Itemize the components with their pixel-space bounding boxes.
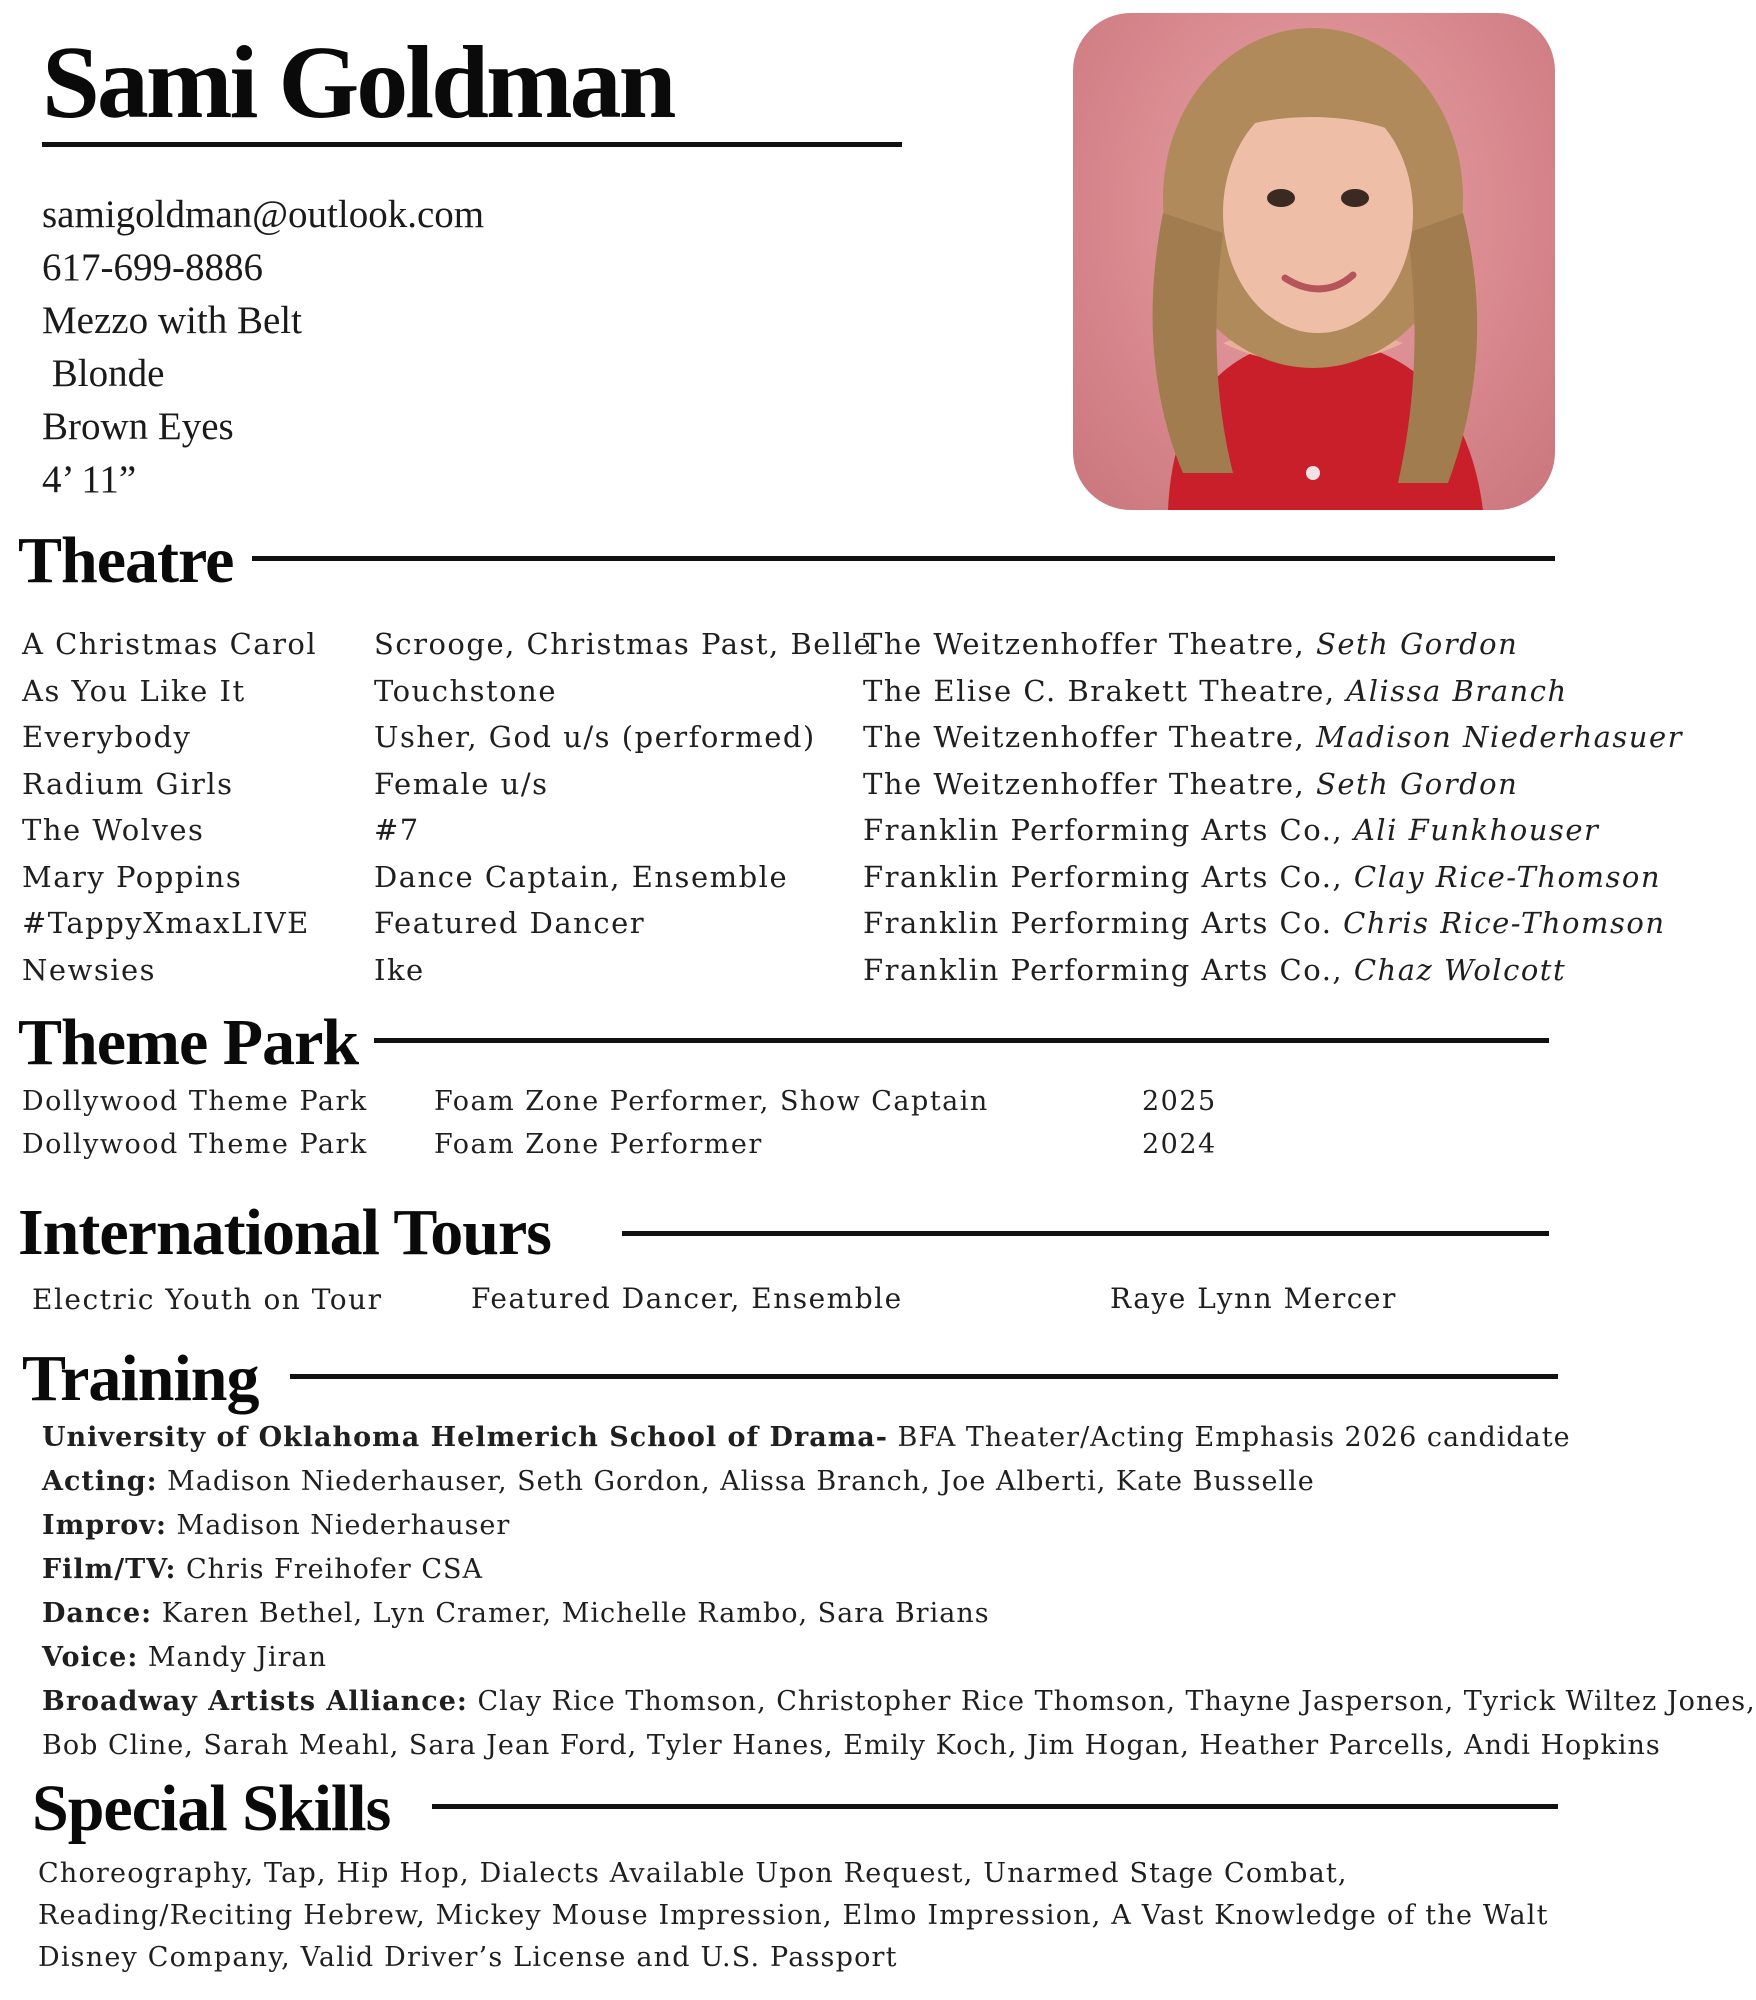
theatre-venue-row	[863, 761, 1683, 808]
theme-park-role: Foam Zone Performer	[434, 1128, 763, 1160]
tour-director: Raye Lynn Mercer	[1110, 1282, 1397, 1315]
theatre-director: Chris Rice-Thomson	[1343, 906, 1666, 940]
theme-park-year: 2024	[1142, 1128, 1217, 1160]
hair-color: Blonde	[42, 352, 165, 395]
training-label: Film/TV:	[42, 1554, 177, 1585]
theatre-role: Usher, God u/s (performed)	[374, 720, 816, 754]
headshot-photo	[1073, 13, 1555, 510]
training-label: Voice:	[42, 1642, 139, 1673]
contact-block	[42, 188, 484, 506]
theatre-show: As You Like It	[22, 673, 246, 708]
theatre-role: Featured Dancer	[374, 906, 646, 940]
theatre-venue: Franklin Performing Arts Co.,	[863, 859, 1344, 894]
theatre-venue: Franklin Performing Arts Co.,	[863, 813, 1344, 847]
training-detail: BFA Theater/Acting Emphasis 2026 candidate	[887, 1422, 1571, 1453]
training-label: Improv:	[42, 1510, 167, 1541]
training-detail: Karen Bethel, Lyn Cramer, Michelle Rambo, Sara Brians	[152, 1598, 990, 1629]
theatre-venue-row	[863, 668, 1683, 715]
training-item-voice	[42, 1636, 1756, 1680]
training-detail: Madison Niederhauser	[166, 1510, 511, 1541]
training-item-broadway-continued: Bob Cline, Sarah Meahl, Sara Jean Ford, Tyler Hanes, Emily Koch, Jim Hogan, Heather Parcells, Andi Hopkins	[42, 1730, 1661, 1761]
theatre-role: #7	[374, 813, 420, 847]
training-item-improv	[42, 1504, 1756, 1548]
theatre-venue-row	[863, 900, 1683, 947]
theatre-director: Seth Gordon	[1316, 627, 1519, 661]
theatre-venue-row	[863, 807, 1683, 854]
name-underline	[42, 142, 902, 147]
theatre-director: Seth Gordon	[1316, 766, 1519, 801]
theme-park-role: Foam Zone Performer, Show Captain	[434, 1086, 989, 1117]
section-heading-theme-park: Theme Park	[18, 1006, 359, 1079]
tour-role: Featured Dancer, Ensemble	[471, 1282, 903, 1315]
training-item-film-tv	[42, 1548, 1756, 1592]
training-label: University of Oklahoma Helmerich School of Drama-	[42, 1422, 888, 1453]
phone: 617-699-8886	[42, 246, 263, 289]
theatre-venue: Franklin Performing Arts Co.	[863, 906, 1333, 940]
section-heading-theatre: Theatre	[18, 524, 234, 597]
training-item-university	[42, 1416, 1756, 1460]
theatre-role: Touchstone	[374, 673, 557, 708]
training-detail: Clay Rice Thomson, Christopher Rice Thomson, Thayne Jasperson, Tyrick Wiltez Jones,	[467, 1686, 1756, 1717]
section-rule-training	[290, 1374, 1558, 1379]
theme-park-year: 2025	[1142, 1086, 1217, 1117]
theatre-show: Newsies	[22, 952, 157, 987]
theatre-venue-column	[863, 621, 1683, 993]
training-item-dance	[42, 1592, 1756, 1636]
tour-show: Electric Youth on Tour	[32, 1283, 383, 1316]
section-heading-special-skills: Special Skills	[32, 1772, 391, 1845]
theatre-show: A Christmas Carol	[22, 627, 318, 661]
section-rule-theatre	[252, 556, 1555, 561]
training-item-broadway	[42, 1680, 1756, 1724]
theme-park-venue: Dollywood Theme Park	[22, 1086, 368, 1117]
theatre-director: Clay Rice-Thomson	[1353, 859, 1661, 894]
theatre-venue-row	[863, 854, 1683, 901]
theatre-role: Female u/s	[374, 766, 549, 801]
training-list	[42, 1416, 1756, 1768]
theatre-show: Radium Girls	[22, 766, 234, 801]
email: samigoldman@outlook.com	[42, 193, 485, 236]
section-heading-international-tours: International Tours	[18, 1196, 551, 1269]
theatre-role: Scrooge, Christmas Past, Belle	[374, 627, 873, 661]
training-detail: Mandy Jiran	[138, 1642, 328, 1673]
theatre-role-column	[374, 621, 872, 993]
section-rule-international-tours	[622, 1231, 1549, 1236]
theatre-venue: The Elise C. Brakett Theatre,	[863, 673, 1336, 708]
theatre-director: Madison Niederhasuer	[1316, 720, 1684, 754]
training-label: Broadway Artists Alliance:	[42, 1686, 468, 1717]
theatre-venue: The Weitzenhoffer Theatre,	[863, 766, 1306, 801]
section-heading-training: Training	[22, 1342, 259, 1415]
section-rule-theme-park	[374, 1038, 1549, 1043]
theatre-director: Chaz Wolcott	[1353, 952, 1567, 987]
theatre-show: Everybody	[22, 720, 192, 754]
theatre-role: Dance Captain, Ensemble	[374, 859, 789, 894]
theatre-venue: Franklin Performing Arts Co.,	[863, 952, 1344, 987]
training-label: Dance:	[42, 1598, 153, 1629]
height: 4’ 11”	[42, 458, 137, 501]
theme-park-venue: Dollywood Theme Park	[22, 1128, 368, 1160]
eye-color: Brown Eyes	[42, 405, 234, 448]
theatre-venue: The Weitzenhoffer Theatre,	[863, 627, 1306, 661]
theatre-director: Ali Funkhouser	[1353, 813, 1600, 847]
theme-park-role-column	[434, 1081, 989, 1166]
theatre-venue: The Weitzenhoffer Theatre,	[863, 720, 1306, 754]
theatre-venue-row	[863, 621, 1683, 668]
theatre-show: Mary Poppins	[22, 859, 243, 894]
section-rule-special-skills	[432, 1804, 1558, 1809]
special-skills-text: Choreography, Tap, Hip Hop, Dialects Available Upon Request, Unarmed Stage Combat, Reading/Reciting Hebrew, Mickey Mouse Impression, Elmo Impression, A Vast Knowledge of the Walt Disney Company, Valid Driver’s License and U.S. Passport	[38, 1858, 1549, 1973]
theme-park-venue-column	[22, 1081, 368, 1166]
training-label: Acting:	[42, 1466, 158, 1497]
theatre-show: The Wolves	[22, 813, 205, 847]
training-detail: Madison Niederhauser, Seth Gordon, Alissa Branch, Joe Alberti, Kate Busselle	[157, 1466, 1315, 1497]
theatre-venue-row	[863, 947, 1683, 994]
resume-name: Sami Goldman	[42, 25, 674, 140]
training-detail: Chris Freihofer CSA	[176, 1554, 484, 1585]
theme-park-year-column	[1142, 1081, 1217, 1166]
theatre-show-column	[22, 621, 317, 993]
training-item-acting	[42, 1460, 1756, 1504]
theatre-director: Alissa Branch	[1346, 673, 1568, 708]
voice-type: Mezzo with Belt	[42, 299, 302, 342]
theatre-role: Ike	[374, 952, 425, 987]
theatre-venue-row	[863, 714, 1683, 761]
theatre-show: #TappyXmaxLIVE	[22, 906, 310, 940]
headshot-illustration	[1073, 13, 1555, 510]
